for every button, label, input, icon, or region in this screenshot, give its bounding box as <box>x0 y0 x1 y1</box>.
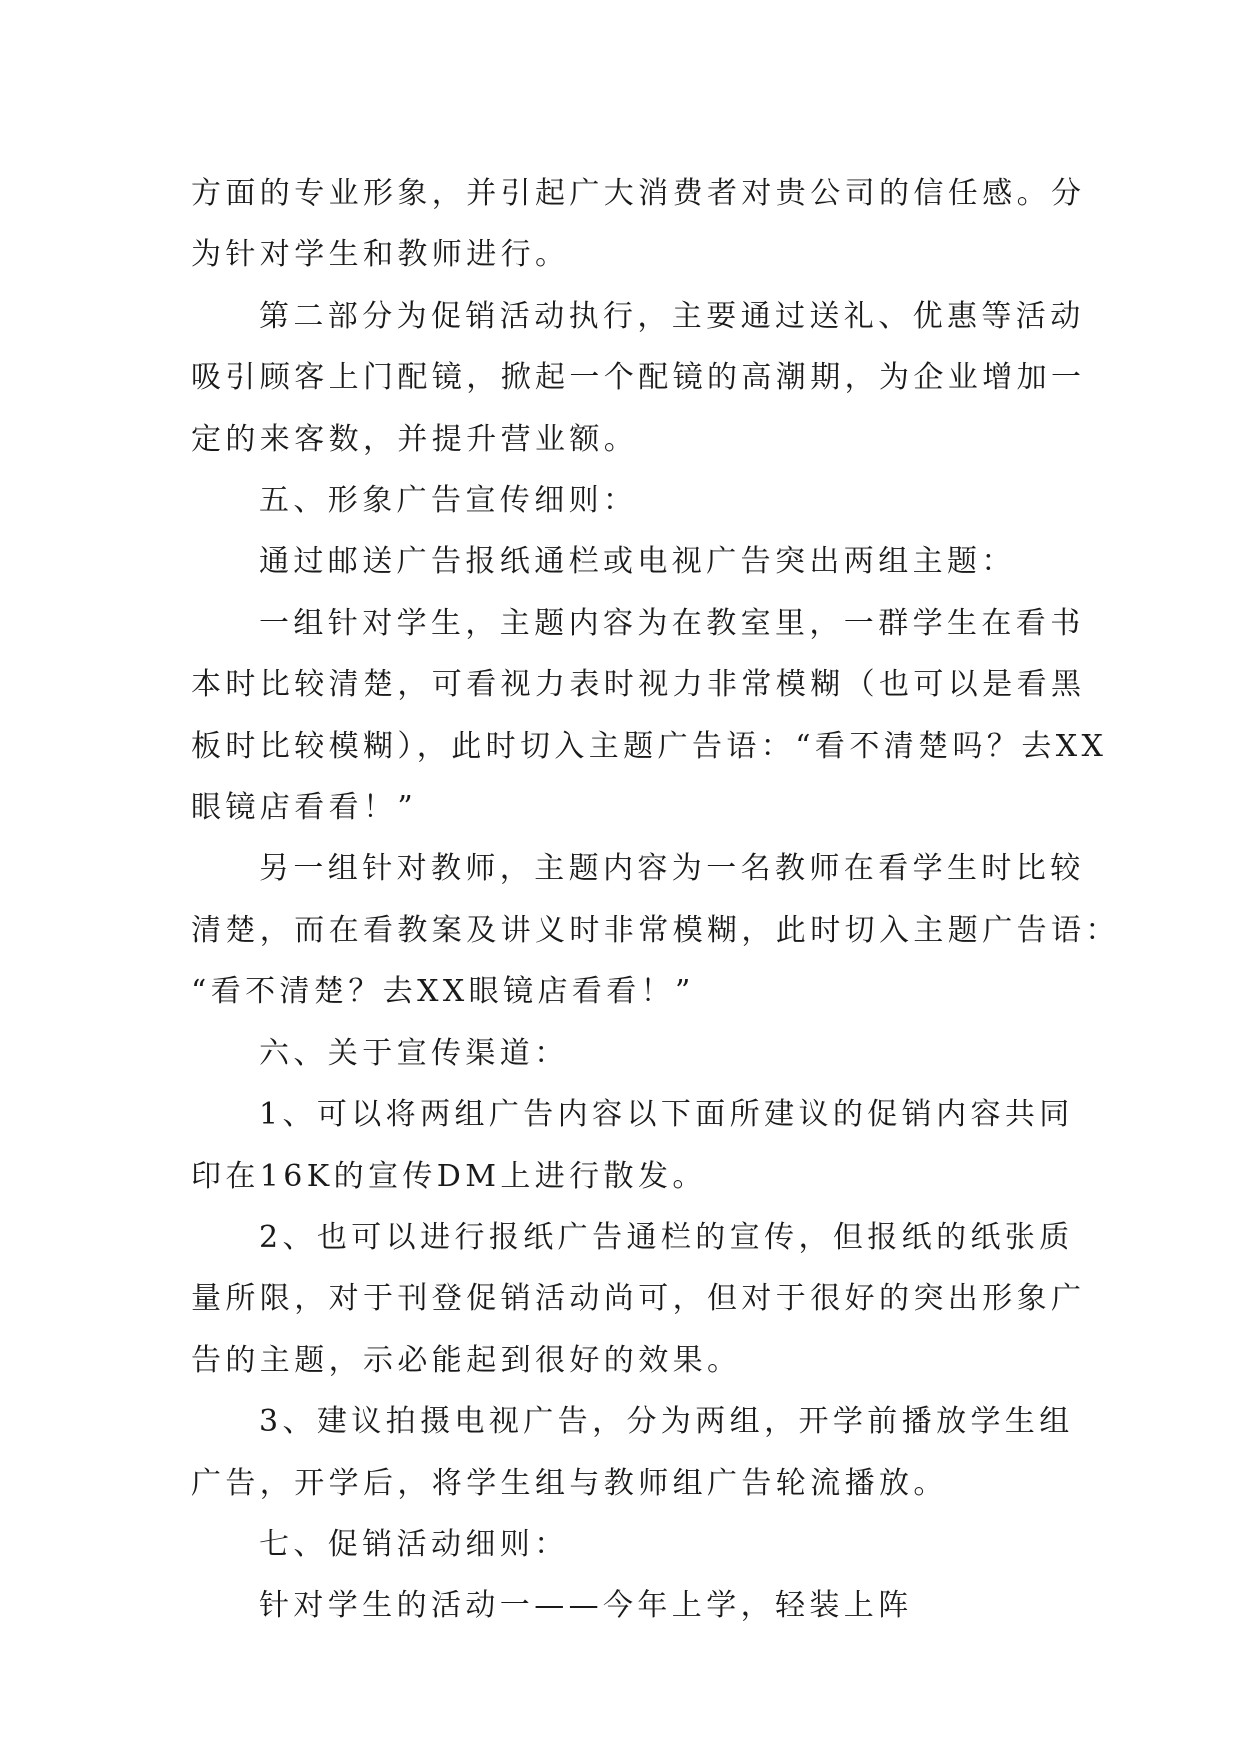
text-line: 五、形象广告宣传细则： <box>259 483 638 519</box>
paragraph <box>191 163 1086 286</box>
text-line: 量所限，对于刊登促销活动尚可，但对于很好的突出形象广 <box>191 1281 1086 1317</box>
text-line: 2、也可以进行报纸广告通栏的宣传，但报纸的纸张质 <box>259 1219 1074 1255</box>
paragraph <box>191 1575 1051 1636</box>
text-line: 一组针对学生，主题内容为在教室里，一群学生在看书 <box>259 605 1085 641</box>
text-line: 针对学生的活动一——今年上学，轻装上阵 <box>259 1588 913 1624</box>
text-line: 第二部分为促销活动执行，主要通过送礼、优惠等活动 <box>259 298 1085 334</box>
section-heading <box>191 1023 1051 1084</box>
text-line: 七、促销活动细则： <box>259 1526 569 1562</box>
paragraph <box>191 1207 1086 1391</box>
text-line: 通过邮送广告报纸通栏或电视广告突出两组主题： <box>259 544 1016 580</box>
text-line: 印在16K的宣传DM上进行散发。 <box>191 1158 707 1194</box>
text-line: 另一组针对教师，主题内容为一名教师在看学生时比较 <box>259 851 1085 887</box>
text-line: 为针对学生和教师进行。 <box>191 237 570 273</box>
paragraph <box>191 286 1086 470</box>
document-body <box>191 163 1120 1637</box>
text-line: 吸引顾客上门配镜，掀起一个配镜的高潮期，为企业增加一 <box>191 360 1086 396</box>
text-line: 广告，开学后，将学生组与教师组广告轮流播放。 <box>191 1465 948 1501</box>
paragraph <box>191 1084 1074 1207</box>
paragraph <box>191 838 1120 1022</box>
section-heading <box>191 470 1051 531</box>
text-line: 板时比较模糊），此时切入主题广告语：“看不清楚吗？去XX <box>191 728 1108 764</box>
text-line: 定的来客数，并提升营业额。 <box>191 421 639 457</box>
text-line: “看不清楚？去XX眼镜店看看！” <box>191 974 695 1010</box>
paragraph <box>191 531 1051 592</box>
text-line: 六、关于宣传渠道： <box>259 1035 569 1071</box>
text-line: 1、可以将两组广告内容以下面所建议的促销内容共同 <box>259 1097 1074 1133</box>
text-line: 3、建议拍摄电视广告，分为两组，开学前播放学生组 <box>259 1404 1074 1440</box>
paragraph <box>191 1391 1074 1514</box>
section-heading <box>191 1514 1051 1575</box>
text-line: 告的主题，示必能起到很好的效果。 <box>191 1342 742 1378</box>
text-line: 方面的专业形象，并引起广大消费者对贵公司的信任感。分 <box>191 176 1086 211</box>
text-line: 眼镜店看看！” <box>191 790 418 826</box>
text-line: 本时比较清楚，可看视力表时视力非常模糊（也可以是看黑 <box>191 667 1086 703</box>
paragraph <box>191 593 1108 839</box>
text-line: 清楚，而在看教案及讲义时非常模糊，此时切入主题广告语： <box>191 912 1120 948</box>
